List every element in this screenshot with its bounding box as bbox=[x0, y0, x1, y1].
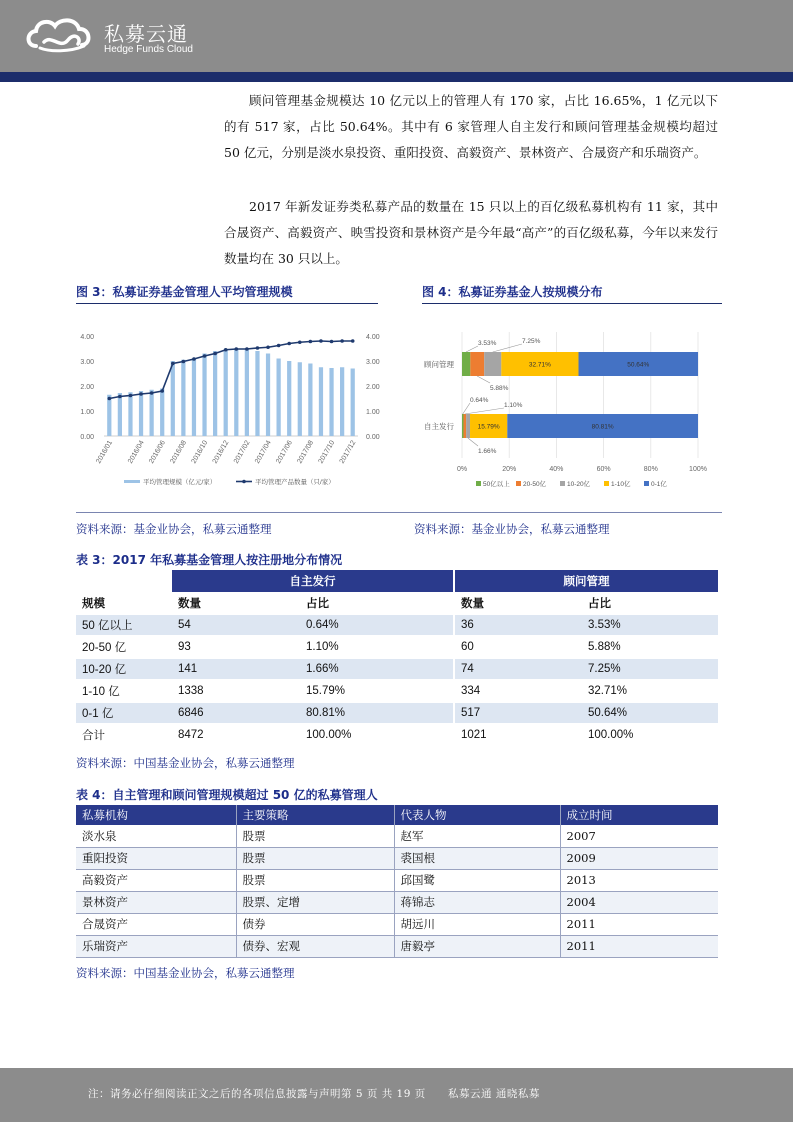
figure3-caption-rule bbox=[76, 303, 378, 304]
bar-avg-scale bbox=[234, 349, 238, 437]
table-row bbox=[76, 847, 718, 869]
y-right-tick-label: 1.00 bbox=[366, 409, 380, 416]
table-cell: 100.00% bbox=[300, 724, 454, 746]
x-tick-label: 2016/12 bbox=[211, 439, 231, 465]
table-cell: 重阳投资 bbox=[76, 847, 236, 869]
line-point bbox=[139, 392, 143, 396]
x-tick-label: 20% bbox=[502, 466, 517, 473]
data-label: 0.64% bbox=[470, 397, 489, 404]
group-header-advisory: 顾问管理 bbox=[454, 570, 718, 592]
data-label: 7.25% bbox=[522, 338, 541, 345]
bar-avg-scale bbox=[181, 360, 185, 436]
bar-avg-scale bbox=[150, 390, 154, 436]
y-right-tick-label: 0.00 bbox=[366, 434, 380, 441]
legend-swatch bbox=[604, 481, 609, 486]
table3-caption: 表 3：2017 年私募基金管理人按注册地分布情况 bbox=[76, 553, 343, 567]
column-header: 主要策略 bbox=[236, 805, 394, 825]
x-tick-label: 2017/02 bbox=[232, 439, 252, 465]
bar-avg-scale bbox=[192, 359, 196, 437]
table-row bbox=[76, 891, 718, 913]
brand-name-cn: 私募云通 bbox=[104, 22, 188, 46]
paragraph-new-products: 2017 年新发证券类私募产品的数量在 15 只以上的百亿级私募机构有 11 家，其中合晟资产、高毅资产、映雪投资和景林资产是今年最“高产”的百亿级私募，今年以来发行数量均在 30 只以上。 bbox=[224, 199, 718, 266]
data-label: 3.53% bbox=[478, 340, 497, 347]
figure3-caption: 图 3：私募证券基金管理人平均管理规模 bbox=[76, 285, 293, 299]
data-label: 1.10% bbox=[504, 402, 523, 409]
legend-label: 10-20亿 bbox=[567, 481, 591, 488]
table-row bbox=[76, 869, 718, 891]
table-row bbox=[76, 658, 718, 680]
x-tick-label: 60% bbox=[596, 466, 611, 473]
x-tick-label: 2017/06 bbox=[275, 439, 294, 465]
legend-swatch bbox=[560, 481, 565, 486]
table-cell: 15.79% bbox=[300, 680, 454, 702]
page-header bbox=[0, 0, 793, 72]
leader-line bbox=[468, 438, 478, 446]
column-header: 代表人物 bbox=[394, 805, 560, 825]
table-cell: 517 bbox=[454, 702, 582, 724]
table-cell: 2004 bbox=[560, 891, 718, 913]
y-right-tick-label: 3.00 bbox=[366, 359, 380, 366]
table3-source: 资料来源：中国基金业协会，私募云通整理 bbox=[76, 756, 295, 770]
figure4-caption: 图 4：私募证券基金人按规模分布 bbox=[422, 285, 603, 299]
figure-bottom-rule bbox=[76, 512, 722, 513]
data-label: 32.71% bbox=[528, 361, 551, 369]
line-avg-product-count bbox=[109, 341, 352, 399]
table-cell: 334 bbox=[454, 680, 582, 702]
table-cell: 36 bbox=[454, 614, 582, 636]
legend-label: 0-1亿 bbox=[651, 481, 667, 488]
table-cell: 7.25% bbox=[582, 658, 718, 680]
table-top-managers bbox=[76, 805, 718, 958]
bar-segment-50亿以上 bbox=[462, 414, 464, 438]
table-cell: 1-10 亿 bbox=[76, 680, 172, 702]
y-right-tick-label: 2.00 bbox=[366, 384, 380, 391]
y-right-tick-label: 4.00 bbox=[366, 334, 380, 341]
table-cell: 股票、定增 bbox=[236, 891, 394, 913]
x-tick-label: 2017/10 bbox=[317, 439, 337, 465]
data-label: 1.66% bbox=[478, 448, 497, 455]
x-tick-label: 80% bbox=[643, 466, 658, 473]
column-header: 规模 bbox=[76, 592, 172, 614]
table-cell: 赵军 bbox=[394, 825, 560, 847]
bar-avg-scale bbox=[118, 393, 122, 436]
x-tick-label: 2017/12 bbox=[338, 439, 358, 465]
bar-avg-scale bbox=[107, 395, 111, 436]
bar-avg-scale bbox=[128, 392, 132, 436]
table4-caption: 表 4：自主管理和顾问管理规模超过 50 亿的私募管理人 bbox=[76, 788, 378, 802]
line-point bbox=[129, 394, 133, 398]
bar-avg-scale bbox=[287, 361, 291, 436]
legend-label: 50亿以上 bbox=[483, 481, 510, 488]
table-cell: 74 bbox=[454, 658, 582, 680]
chart-scale-distribution bbox=[410, 318, 722, 498]
bar-avg-scale bbox=[160, 389, 164, 437]
y-left-tick-label: 0.00 bbox=[80, 434, 94, 441]
header-divider bbox=[0, 72, 793, 82]
table-cell: 54 bbox=[172, 614, 300, 636]
bar-avg-scale bbox=[308, 364, 312, 437]
data-label: 50.64% bbox=[627, 361, 650, 369]
line-point bbox=[245, 347, 249, 351]
table-cell: 债券、宏观 bbox=[236, 935, 394, 957]
column-header: 占比 bbox=[300, 592, 454, 614]
x-tick-label: 2016/06 bbox=[148, 439, 167, 465]
group-header-self-issued: 自主发行 bbox=[172, 570, 454, 592]
table-cell: 1021 bbox=[454, 724, 582, 746]
x-tick-label: 2016/04 bbox=[127, 439, 146, 465]
line-point bbox=[182, 360, 186, 364]
table3-group-header bbox=[76, 570, 718, 592]
line-point bbox=[192, 357, 196, 361]
x-tick-label: 40% bbox=[549, 466, 564, 473]
y-left-tick-label: 3.00 bbox=[80, 359, 94, 366]
x-tick-label: 2017/04 bbox=[254, 439, 273, 465]
table-row bbox=[76, 935, 718, 957]
table-cell: 10-20 亿 bbox=[76, 658, 172, 680]
line-point bbox=[203, 354, 207, 358]
table-cell: 股票 bbox=[236, 869, 394, 891]
table-cell: 8472 bbox=[172, 724, 300, 746]
table-cell: 1.10% bbox=[300, 636, 454, 658]
table-cell: 100.00% bbox=[582, 724, 718, 746]
x-tick-label: 100% bbox=[689, 466, 707, 473]
legend-label: 20-50亿 bbox=[523, 481, 547, 488]
table-cell: 60 bbox=[454, 636, 582, 658]
legend-swatch bbox=[516, 481, 521, 486]
table-cell: 141 bbox=[172, 658, 300, 680]
y-left-tick-label: 1.00 bbox=[80, 409, 94, 416]
table-cell: 1.66% bbox=[300, 658, 454, 680]
bar-segment-10-20亿 bbox=[466, 414, 470, 438]
table-cell: 0.64% bbox=[300, 614, 454, 636]
leader-line bbox=[463, 403, 470, 414]
table-row bbox=[76, 724, 718, 746]
leader-line bbox=[465, 408, 504, 414]
leader-line bbox=[477, 376, 490, 383]
table-cell: 淡水泉 bbox=[76, 825, 236, 847]
column-header: 占比 bbox=[582, 592, 718, 614]
line-point bbox=[118, 395, 122, 399]
x-tick-label: 2017/08 bbox=[296, 439, 316, 465]
table-cell: 蒋锦志 bbox=[394, 891, 560, 913]
bar-avg-scale bbox=[213, 351, 217, 436]
table-cell: 股票 bbox=[236, 825, 394, 847]
legend-label: 1-10亿 bbox=[611, 481, 631, 488]
legend-label: 平均管理规模（亿元/家） bbox=[143, 479, 217, 486]
table-cell: 合晟资产 bbox=[76, 913, 236, 935]
table-cell: 2007 bbox=[560, 825, 718, 847]
y-left-tick-label: 4.00 bbox=[80, 334, 94, 341]
y-category-label: 自主发行 bbox=[424, 422, 454, 431]
table-cell: 股票 bbox=[236, 847, 394, 869]
bar-avg-scale bbox=[266, 354, 270, 437]
bar-avg-scale bbox=[255, 351, 259, 436]
table-row bbox=[76, 702, 718, 724]
line-point bbox=[266, 345, 270, 349]
bar-avg-scale bbox=[277, 359, 281, 437]
table-cell: 80.81% bbox=[300, 702, 454, 724]
leader-line bbox=[493, 344, 522, 352]
bar-avg-scale bbox=[224, 350, 228, 436]
bar-avg-scale bbox=[329, 368, 333, 436]
table-cell: 93 bbox=[172, 636, 300, 658]
table-row bbox=[76, 636, 718, 658]
brand-name-en: Hedge Funds Cloud bbox=[104, 44, 193, 55]
data-label: 5.88% bbox=[490, 385, 509, 392]
line-point bbox=[340, 339, 344, 343]
column-header: 成立时间 bbox=[560, 805, 718, 825]
table-cell: 32.71% bbox=[582, 680, 718, 702]
leader-line bbox=[466, 346, 478, 352]
legend-label: 平均管理产品数量（只/家） bbox=[255, 479, 335, 486]
column-header: 数量 bbox=[172, 592, 300, 614]
line-point bbox=[213, 352, 217, 356]
bar-avg-scale bbox=[202, 354, 206, 437]
table-cell: 6846 bbox=[172, 702, 300, 724]
line-point bbox=[298, 340, 302, 344]
bar-segment-20-50亿 bbox=[464, 414, 467, 438]
paragraph-advisor-scale: 顾问管理基金规模达 10 亿元以上的管理人有 170 家，占比 16.65%，1 亿元以下的有 517 家，占比 50.64%。其中有 6 家管理人自主发行和顾问管理基金规模均超过 50 亿元，分别是淡水泉投资、重阳投资、高毅资产、景林资产、合晟资产和乐瑞资产。 bbox=[224, 93, 718, 160]
table-cell: 1338 bbox=[172, 680, 300, 702]
line-point bbox=[319, 339, 323, 343]
table-cell: 裘国根 bbox=[394, 847, 560, 869]
line-point bbox=[107, 397, 111, 401]
table-cell: 20-50 亿 bbox=[76, 636, 172, 658]
x-tick-label: 2016/08 bbox=[169, 439, 189, 465]
cloud-logo-icon bbox=[22, 12, 102, 58]
line-point bbox=[150, 391, 154, 395]
legend-swatch bbox=[476, 481, 481, 486]
bar-avg-scale bbox=[340, 367, 344, 436]
footer-brand: 私募云通 通晓私募 bbox=[448, 1088, 540, 1100]
table-cell: 邱国鹭 bbox=[394, 869, 560, 891]
line-point bbox=[277, 344, 281, 348]
x-tick-label: 2016/10 bbox=[190, 439, 210, 465]
table-cell: 2011 bbox=[560, 935, 718, 957]
bar-segment-50亿以上 bbox=[462, 352, 470, 376]
bar-avg-scale bbox=[351, 369, 355, 437]
figure3-source: 资料来源：基金业协会，私募云通整理 bbox=[76, 522, 272, 536]
chart-avg-management-scale bbox=[76, 318, 386, 498]
line-point bbox=[309, 340, 313, 344]
table4-column-header bbox=[76, 805, 718, 825]
table-cell: 0-1 亿 bbox=[76, 702, 172, 724]
bar-avg-scale bbox=[245, 350, 249, 436]
bar-avg-scale bbox=[319, 367, 323, 436]
legend-swatch-bar bbox=[124, 480, 140, 483]
legend-swatch-point bbox=[242, 480, 246, 484]
table-cell: 唐毅亭 bbox=[394, 935, 560, 957]
table3-column-header bbox=[76, 592, 718, 614]
table-row bbox=[76, 614, 718, 636]
table-row bbox=[76, 825, 718, 847]
line-point bbox=[330, 340, 334, 344]
x-tick-label: 0% bbox=[456, 466, 468, 473]
line-point bbox=[224, 348, 228, 352]
table-cell: 2011 bbox=[560, 913, 718, 935]
table-cell: 债券 bbox=[236, 913, 394, 935]
column-header: 数量 bbox=[454, 592, 582, 614]
line-point bbox=[351, 339, 355, 343]
table-cell: 乐瑞资产 bbox=[76, 935, 236, 957]
bar-avg-scale bbox=[171, 361, 175, 436]
table-cell: 2009 bbox=[560, 847, 718, 869]
bar-segment-10-20亿 bbox=[484, 352, 501, 376]
table-cell: 3.53% bbox=[582, 614, 718, 636]
bar-avg-scale bbox=[139, 391, 143, 436]
table-registration-distribution bbox=[76, 570, 718, 747]
figure4-caption-rule bbox=[422, 303, 722, 304]
table-row bbox=[76, 680, 718, 702]
data-label: 15.79% bbox=[477, 423, 500, 431]
table-cell: 高毅资产 bbox=[76, 869, 236, 891]
table4-source: 资料来源：中国基金业协会，私募云通整理 bbox=[76, 966, 295, 980]
y-category-label: 顾问管理 bbox=[424, 360, 454, 369]
column-header: 私募机构 bbox=[76, 805, 236, 825]
data-label: 80.81% bbox=[591, 423, 614, 431]
bar-avg-scale bbox=[298, 362, 302, 436]
table-cell: 50 亿以上 bbox=[76, 614, 172, 636]
legend-swatch bbox=[644, 481, 649, 486]
footer-disclaimer: 注：请务必仔细阅读正文之后的各项信息披露与声明第 5 页 共 19 页 bbox=[88, 1088, 426, 1100]
figure4-source: 资料来源：基金业协会，私募云通整理 bbox=[414, 522, 610, 536]
table-cell: 胡远川 bbox=[394, 913, 560, 935]
table-cell: 合计 bbox=[76, 724, 172, 746]
line-point bbox=[160, 389, 164, 393]
x-tick-label: 2016/01 bbox=[95, 439, 115, 465]
table-cell: 5.88% bbox=[582, 636, 718, 658]
line-point bbox=[256, 346, 260, 350]
table-cell: 景林资产 bbox=[76, 891, 236, 913]
table-cell: 2013 bbox=[560, 869, 718, 891]
table-cell: 50.64% bbox=[582, 702, 718, 724]
line-point bbox=[171, 362, 175, 366]
line-point bbox=[287, 342, 291, 346]
bar-segment-20-50亿 bbox=[470, 352, 484, 376]
y-left-tick-label: 2.00 bbox=[80, 384, 94, 391]
table-row bbox=[76, 913, 718, 935]
line-point bbox=[234, 347, 238, 351]
